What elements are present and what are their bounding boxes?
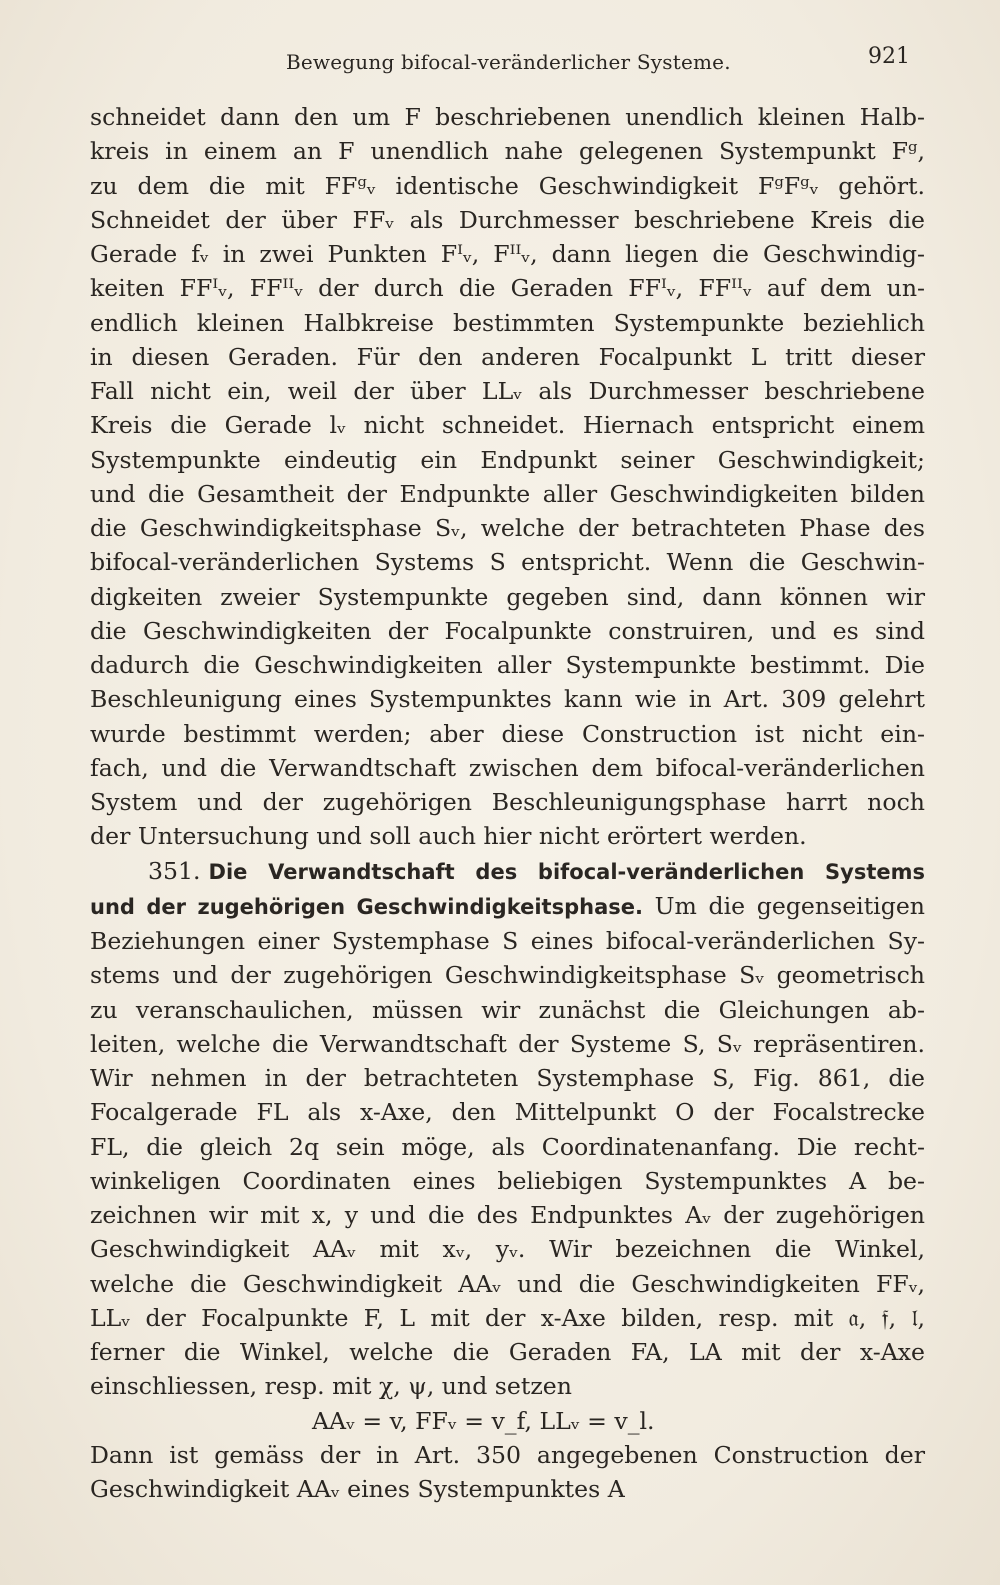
section-heading: Die Verwandtschaft des bifocal-veränderlichen Systems — [208, 859, 925, 884]
text-line: LLᵥ der Focalpunkte F, L mit der x-Axe bilden, resp. mit 𝔞, 𝔣, 𝔩, — [90, 1303, 925, 1332]
text-line: endlich kleinen Halbkreise bestimmten Systempunkte beziehlich — [90, 308, 925, 337]
text-line: zu veranschaulichen, müssen wir zunächst die Gleichungen ab- — [90, 995, 925, 1024]
text-line: leiten, welche die Verwandtschaft der Systeme S, Sᵥ repräsentiren. — [90, 1029, 925, 1058]
section-351 — [90, 854, 925, 1507]
text-line: bifocal-veränderlichen Systems S entspricht. Wenn die Geschwin- — [90, 548, 925, 577]
text-line: Dann ist gemäss der in Art. 350 angegebenen Construction der — [90, 1440, 925, 1469]
text-line: welche die Geschwindigkeit AAᵥ und die Geschwindigkeiten FFᵥ, — [90, 1269, 925, 1298]
text-line: Gerade fᵥ in zwei Punkten Fᴵᵥ, Fᴵᴵᵥ, dann liegen die Geschwindig- — [90, 240, 925, 268]
text-line: Schneidet der über FFᵥ als Durchmesser beschriebene Kreis die — [90, 205, 925, 234]
text-line: winkeligen Coordinaten eines beliebigen Systempunktes A be- — [90, 1166, 925, 1195]
text-line: Geschwindigkeit AAᵥ mit xᵥ, yᵥ. Wir bezeichnen die Winkel, — [90, 1235, 925, 1264]
text-line: Kreis die Gerade lᵥ nicht schneidet. Hiernach entspricht einem — [90, 411, 925, 440]
text-line: Beschleunigung eines Systempunktes kann wie in Art. 309 gelehrt — [90, 685, 925, 714]
text-line: Beziehungen einer Systemphase S eines bifocal-veränderlichen Sy- — [90, 927, 925, 955]
text-line: digkeiten zweier Systempunkte gegeben sind, dann können wir — [90, 582, 925, 611]
text-line: keiten FFᴵᵥ, FFᴵᴵᵥ der durch die Geraden FFᴵᵥ, FFᴵᴵᵥ auf dem un- — [90, 274, 925, 303]
text-line: dadurch die Geschwindigkeiten aller Systempunkte bestimmt. Die — [90, 651, 925, 679]
section-heading-line — [90, 889, 925, 924]
text-line: kreis in einem an F unendlich nahe gelegenen Systempunkt Fᵍ, — [90, 137, 925, 166]
text-line: schneidet dann den um F beschriebenen unendlich kleinen Halb- — [90, 103, 925, 131]
section-heading-line — [90, 854, 925, 889]
text-line: stems und der zugehörigen Geschwindigkeitsphase Sᵥ geometrisch — [90, 961, 925, 990]
text-line: wurde bestimmt werden; aber diese Construction ist nicht ein- — [90, 719, 925, 748]
paragraph-continuation — [90, 100, 925, 854]
text-line: in diesen Geraden. Für den anderen Focalpunkt L tritt dieser — [90, 342, 925, 371]
running-title: Bewegung bifocal-veränderlicher Systeme. — [286, 50, 731, 74]
text-line: ferner die Winkel, welche die Geraden FA, LA mit der x-Axe — [90, 1338, 925, 1366]
text-line: Wir nehmen in der betrachteten Systemphase S, Fig. 861, die — [90, 1064, 925, 1092]
text-line: FL, die gleich 2q sein möge, als Coordinatenanfang. Die recht- — [90, 1132, 925, 1161]
text-line: der Untersuchung und soll auch hier nicht erörtert werden. — [90, 822, 807, 851]
text-line: System und der zugehörigen Beschleunigungsphase harrt noch — [90, 788, 925, 816]
text-line: fach, und die Verwandtschaft zwischen dem bifocal-veränderlichen — [90, 753, 925, 782]
text-line: und die Gesamtheit der Endpunkte aller Geschwindigkeiten bilden — [90, 479, 925, 508]
text-line: Focalgerade FL als x-Axe, den Mittelpunkt O der Focalstrecke — [90, 1098, 925, 1127]
section-number: 351. — [148, 856, 201, 885]
page-number: 921 — [868, 44, 910, 69]
section-heading-continued: und der zugehörigen Geschwindigkeitsphase. — [90, 894, 643, 919]
text-line: Systempunkte eindeutig ein Endpunkt seiner Geschwindigkeit; — [90, 445, 925, 474]
formula: AAᵥ = v, FFᵥ = v_f, LLᵥ = v_l. — [312, 1406, 655, 1435]
body-text — [90, 100, 925, 1506]
text-line: Geschwindigkeit AAᵥ eines Systempunktes A — [90, 1475, 625, 1503]
text-line: die Geschwindigkeiten der Focalpunkte construiren, und es sind — [90, 616, 925, 645]
page-header — [280, 42, 920, 82]
text-line: Fall nicht ein, weil der über LLᵥ als Durchmesser beschriebene — [90, 377, 925, 405]
text-run: Um die gegenseitigen — [654, 891, 925, 920]
text-line: zu dem die mit FFᵍᵥ identische Geschwindigkeit FᵍFᵍᵥ gehört. — [90, 171, 925, 200]
text-line: zeichnen wir mit x, y und die des Endpunktes Aᵥ der zugehörigen — [90, 1201, 925, 1229]
text-line: einschliessen, resp. mit χ, ψ, und setzen — [90, 1372, 572, 1401]
text-line: die Geschwindigkeitsphase Sᵥ, welche der betrachteten Phase des — [90, 514, 925, 542]
